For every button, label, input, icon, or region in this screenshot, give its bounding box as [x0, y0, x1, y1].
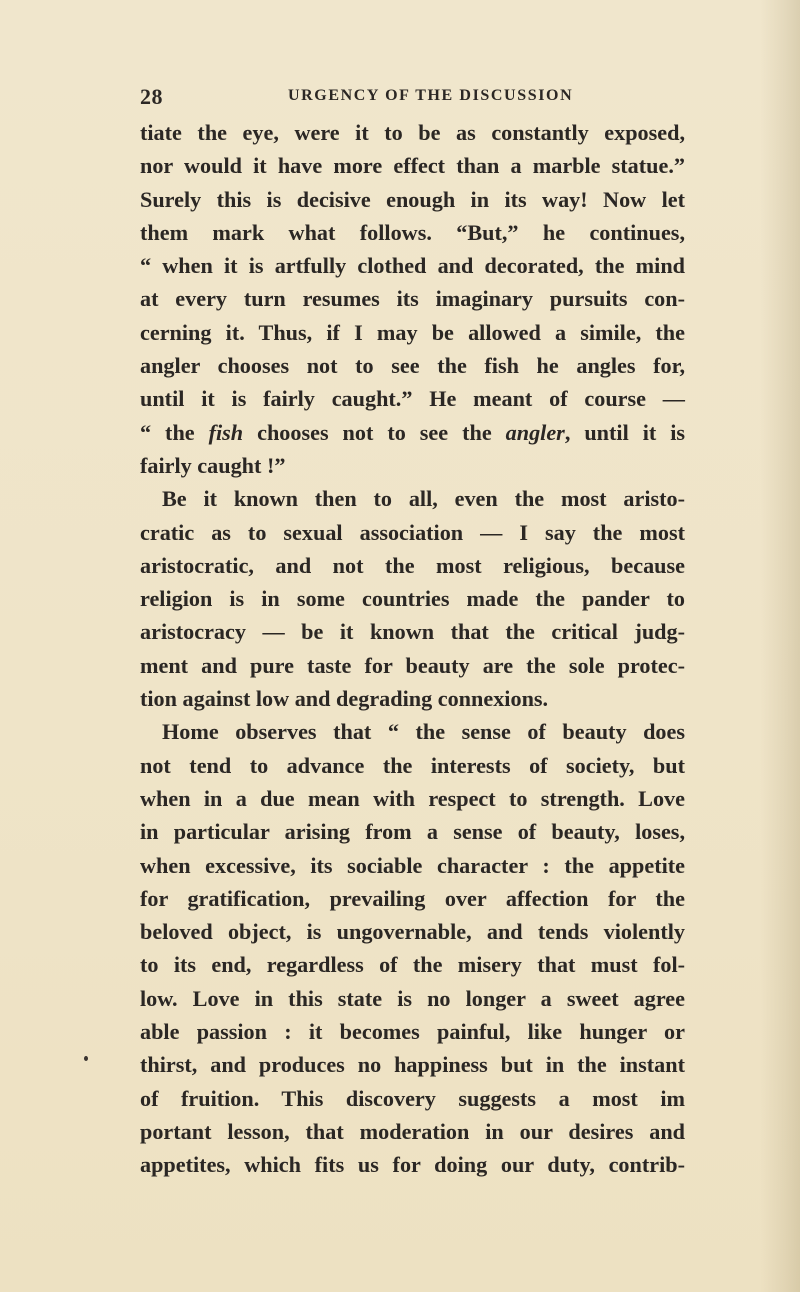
text-line: Surely this is decisive enough in its way! Now let — [140, 186, 685, 212]
text-line: fairly caught !” — [140, 452, 286, 478]
text-line-italic-mix — [140, 416, 685, 449]
italic-word: angler — [505, 419, 565, 445]
text-line: appetites, which fits us for doing our duty, contrib- — [140, 1152, 685, 1178]
text-line: when in a due mean with respect to strength. Love — [140, 785, 685, 811]
text-line: at every turn resumes its imaginary pursuits con- — [140, 286, 685, 312]
text-line: aristocratic, and not the most religious, because — [140, 552, 685, 578]
text-line: nor would it have more effect than a marble statue.” — [140, 153, 685, 179]
text-line: portant lesson, that moderation in our desires and — [140, 1118, 685, 1144]
text-line: ment and pure taste for beauty are the sole protec- — [140, 652, 685, 678]
text-line: angler chooses not to see the fish he angles for, — [140, 353, 685, 379]
text-run: , until it is — [564, 419, 686, 445]
paragraph-start-line: Home observes that “ the sense of beauty does — [162, 719, 685, 745]
text-line: in particular arising from a sense of beauty, loses, — [140, 819, 685, 845]
ink-speck — [84, 1056, 88, 1061]
text-line: tiate the eye, were it to be as constantly exposed, — [140, 120, 685, 145]
text-line: for gratification, prevailing over affection for the — [140, 885, 685, 911]
text-line: tion against low and degrading connexions. — [140, 686, 549, 712]
italic-word: fish — [208, 419, 244, 445]
text-line: able passion : it becomes painful, like hunger or — [140, 1019, 685, 1045]
text-line: when excessive, its sociable character : the appetite — [140, 852, 685, 878]
text-line: low. Love in this state is no longer a sweet agree — [140, 985, 685, 1011]
text-line: until it is fairly caught.” He meant of course — — [140, 386, 685, 412]
text-line: of fruition. This discovery suggests a most im — [140, 1085, 685, 1111]
text-line: religion is in some countries made the pander to — [140, 586, 685, 612]
text-line: to its end, regardless of the misery that must fol- — [140, 952, 685, 978]
text-run: “ the — [140, 419, 209, 445]
text-line: cerning it. Thus, if I may be allowed a simile, the — [140, 319, 685, 345]
text-run: chooses not to see the — [243, 419, 506, 445]
text-line: cratic as to sexual association — I say the most — [140, 519, 685, 545]
text-line: aristocracy — be it known that the critical judg- — [140, 619, 685, 645]
body-text — [140, 116, 685, 1182]
page-header — [140, 84, 680, 114]
text-line: thirst, and produces no happiness but in the instant — [140, 1052, 685, 1078]
paragraph-start-line: Be it known then to all, even the most aristo- — [162, 486, 685, 512]
text-line: beloved object, is ungovernable, and tends violently — [140, 919, 685, 945]
text-line: them mark what follows. “But,” he continues, — [140, 219, 685, 245]
text-line: “ when it is artfully clothed and decorated, the mind — [140, 253, 685, 279]
page-number: 28 — [140, 84, 163, 109]
text-line: not tend to advance the interests of society, but — [140, 752, 685, 778]
running-head: URGENCY OF THE DISCUSSION — [288, 87, 574, 104]
